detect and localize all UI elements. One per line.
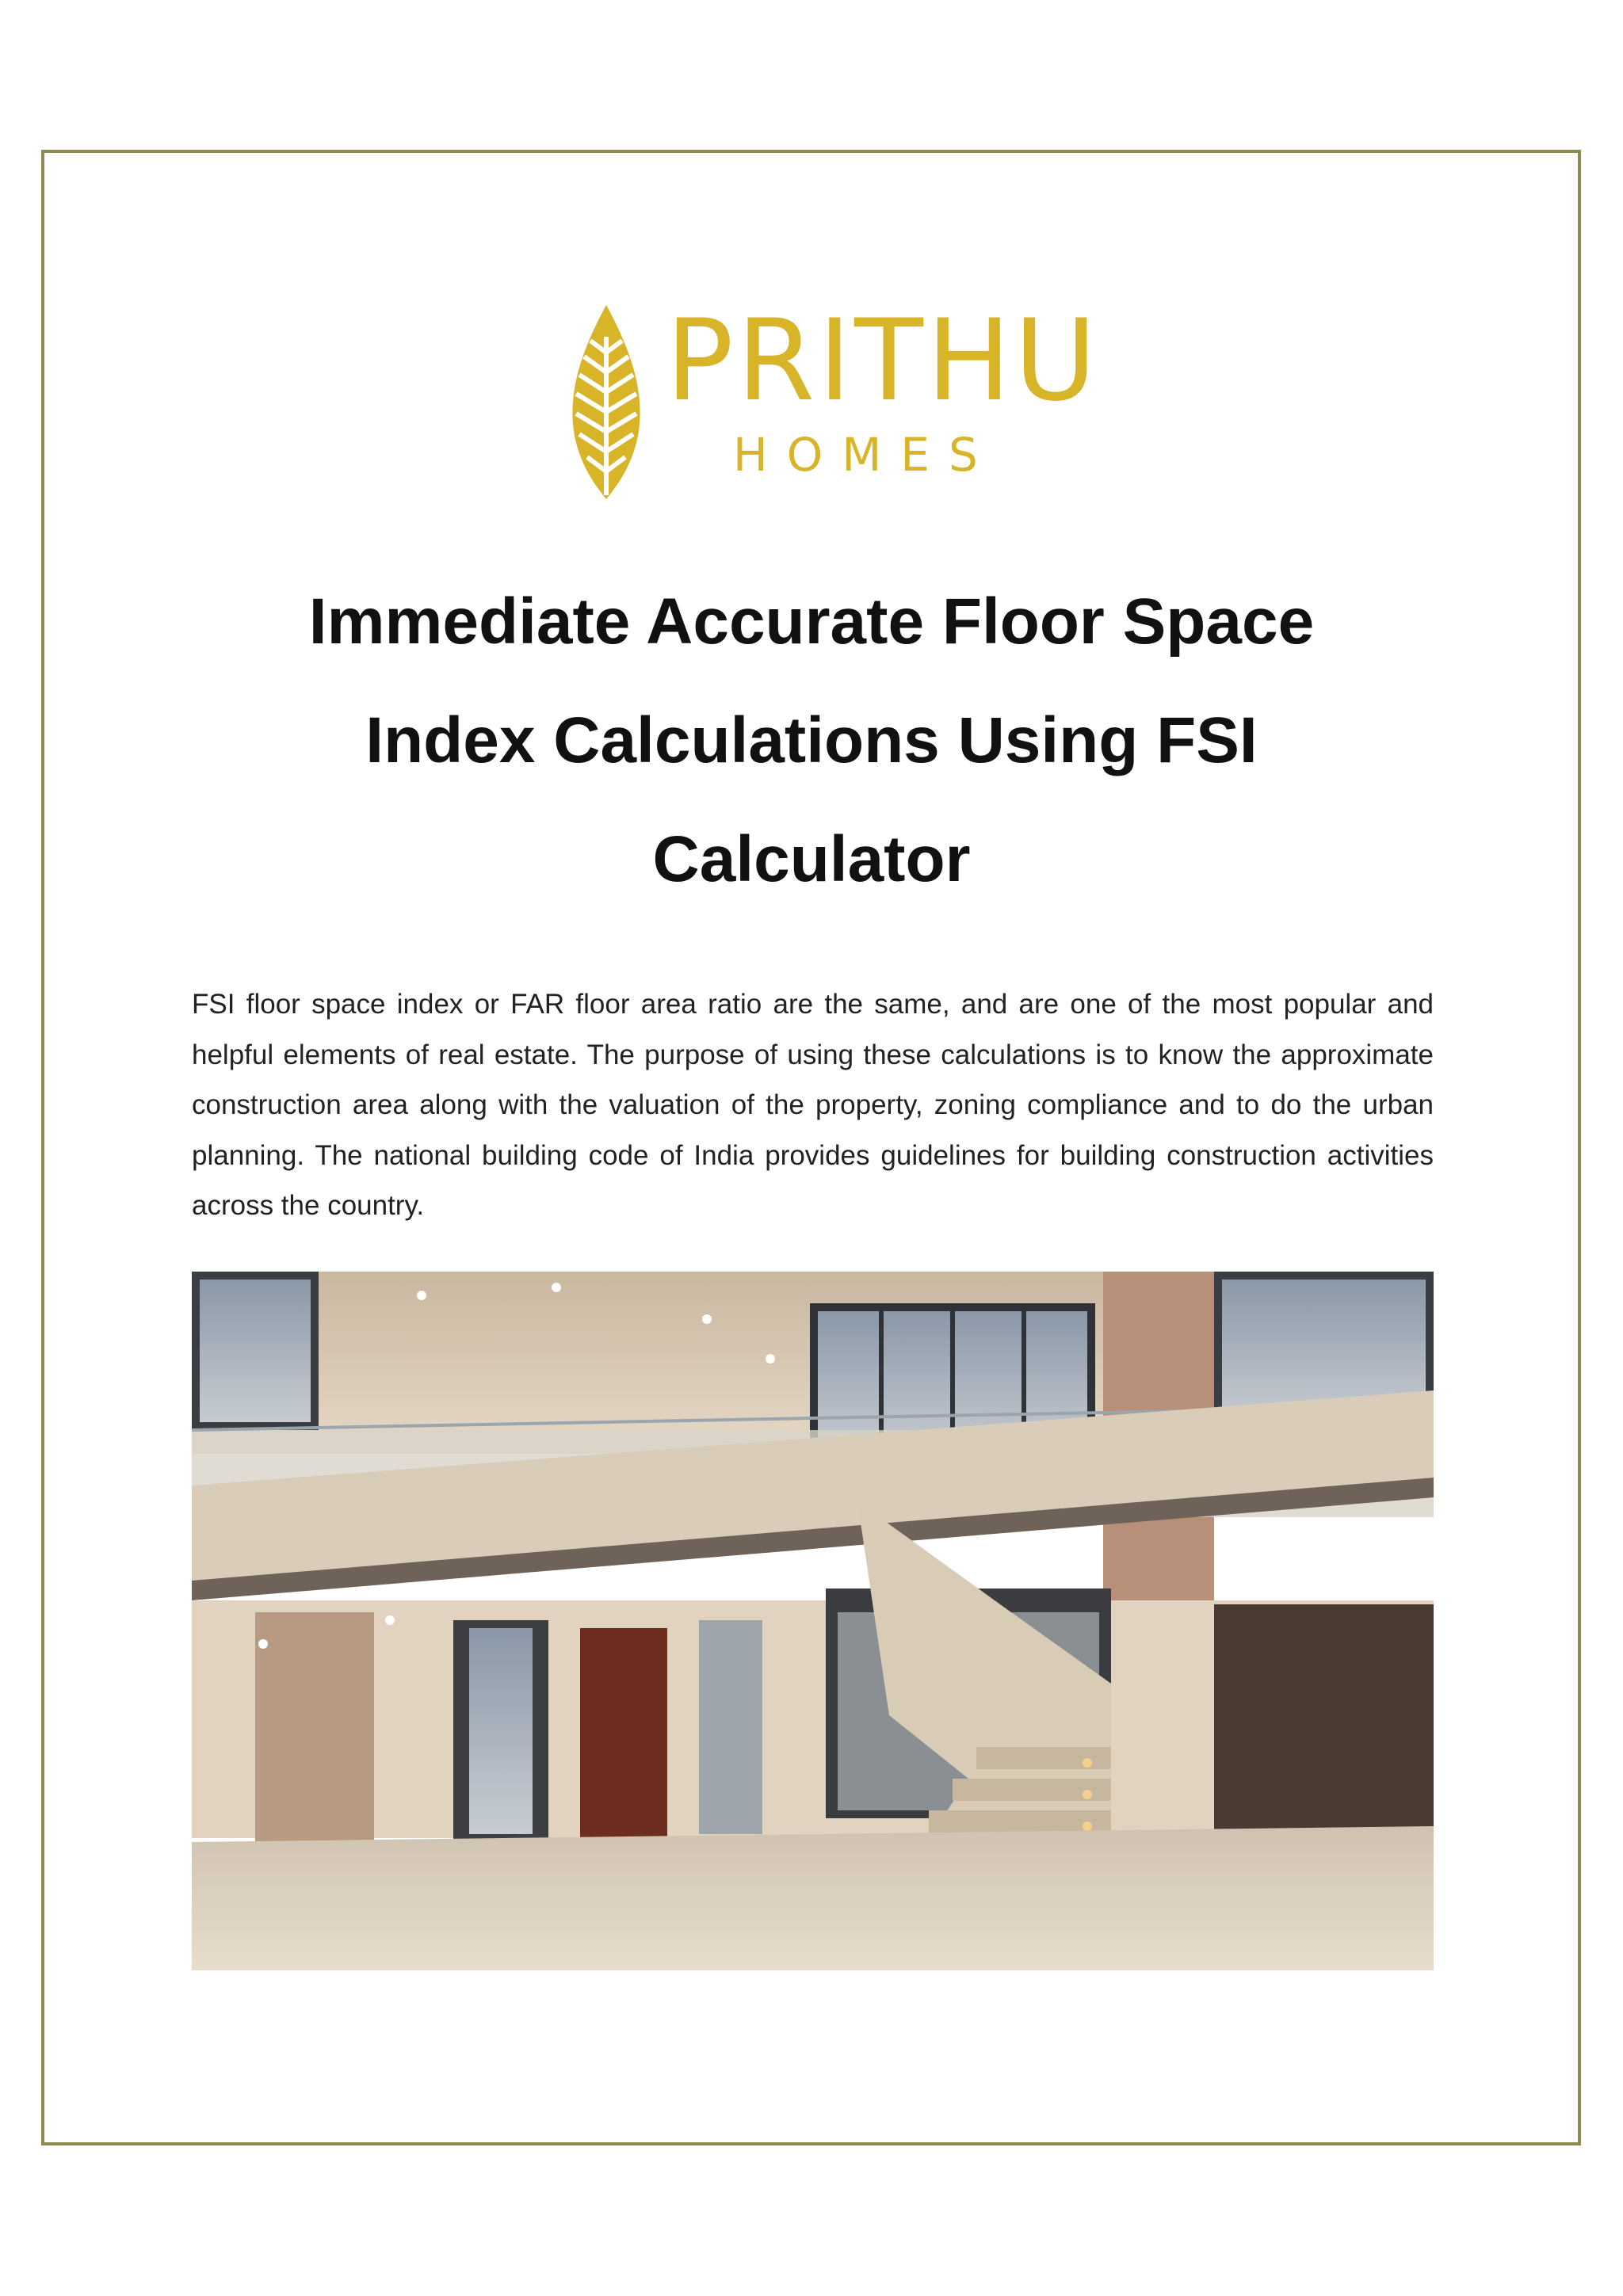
title-line-1: Immediate Accurate Floor Space xyxy=(308,585,1315,658)
title-line-3: Calculator xyxy=(652,823,971,895)
leaf-logo-icon xyxy=(567,305,646,499)
page-title xyxy=(158,563,1465,919)
interior-photo-illustration xyxy=(192,1272,1434,1970)
prithu-homes-logo xyxy=(567,296,1100,499)
brand-subname: HOMES xyxy=(733,428,997,482)
interior-photo xyxy=(192,1272,1434,1970)
brand-name: PRITHU xyxy=(666,296,1100,426)
intro-paragraph: FSI floor space index or FAR floor area ratio are the same, and are one of the most popular and helpful elements of real estate. The purpose of using these calculations is to know the approximate construction area along with the valuation of the property, zoning compliance and to do the urban planning. The national building code of India provides guidelines for building construction activities across the country. xyxy=(192,989,1434,1221)
title-line-2: Index Calculations Using FSI xyxy=(365,704,1258,776)
